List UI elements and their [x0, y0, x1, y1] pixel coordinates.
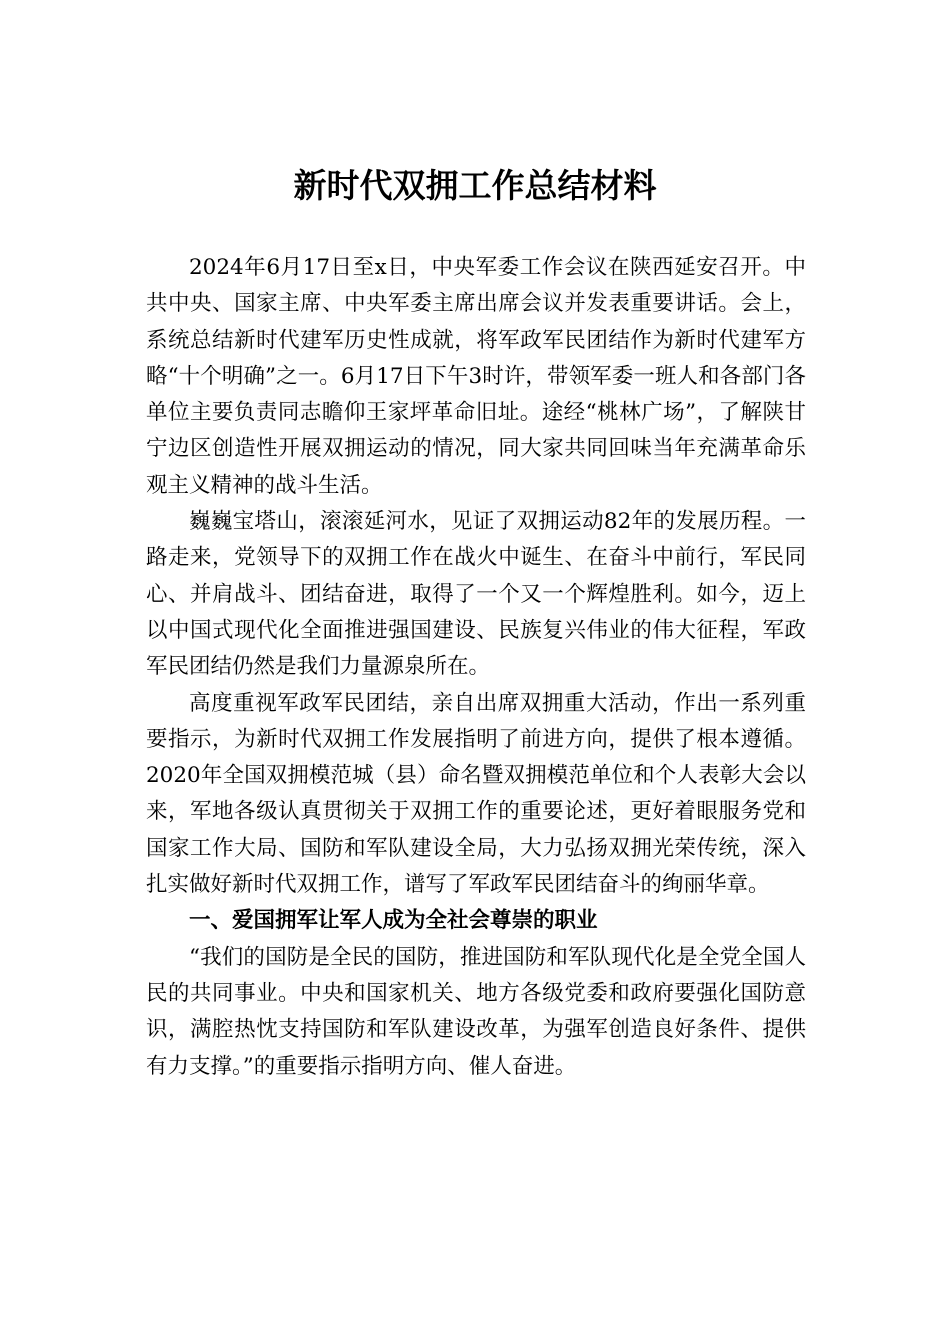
- section-paragraph: “我们的国防是全民的国防，推进国防和军队现代化是全党全国人民的共同事业。中央和国家机关、地方各级党委和政府要强化国防意识，满腔热忱支持国防和军队建设改革，为强军创造良好条件、提供有力支撑。”的重要指示指明方向、催人奋进。: [146, 944, 806, 1079]
- document-title: 新时代双拥工作总结材料: [293, 166, 657, 205]
- document-body: [146, 250, 806, 1085]
- section-heading: 一、爱国拥军让军人成为全社会尊崇的职业: [189, 908, 598, 934]
- paragraph-2: 巍巍宝塔山，滚滚延河水，见证了双拥运动82年的发展历程。一路走来，党领导下的双拥工作在战火中诞生、在奋斗中前行，军民同心、并肩战斗、团结奋进，取得了一个又一个辉煌胜利。如今，迈上以中国式现代化全面推进强国建设、民族复兴伟业的伟大征程，军政军民团结仍然是我们力量源泉所在。: [146, 509, 806, 680]
- paragraph-3: 高度重视军政军民团结，亲自出席双拥重大活动，作出一系列重要指示，为新时代双拥工作发展指明了前进方向，提供了根本遵循。2020年全国双拥模范城（县）命名暨双拥模范单位和个人表彰大会以来，军地各级认真贯彻关于双拥工作的重要论述，更好着眼服务党和国家工作大局、国防和军队建设全局，大力弘扬双拥光荣传统，深入扎实做好新时代双拥工作，谱写了军政军民团结奋斗的绚丽华章。: [146, 690, 806, 898]
- paragraph-1: 2024年6月17日至x日，中央军委工作会议在陕西延安召开。中共中央、国家主席、中央军委主席出席会议并发表重要讲话。会上，系统总结新时代建军历史性成就，将军政军民团结作为新时代建军方略“十个明确”之一。6月17日下午3时许，带领军委一班人和各部门各单位主要负责同志瞻仰王家坪革命旧址。途经“桃林广场”，了解陕甘宁边区创造性开展双拥运动的情况，同大家共同回味当年充满革命乐观主义精神的战斗生活。: [146, 255, 806, 498]
